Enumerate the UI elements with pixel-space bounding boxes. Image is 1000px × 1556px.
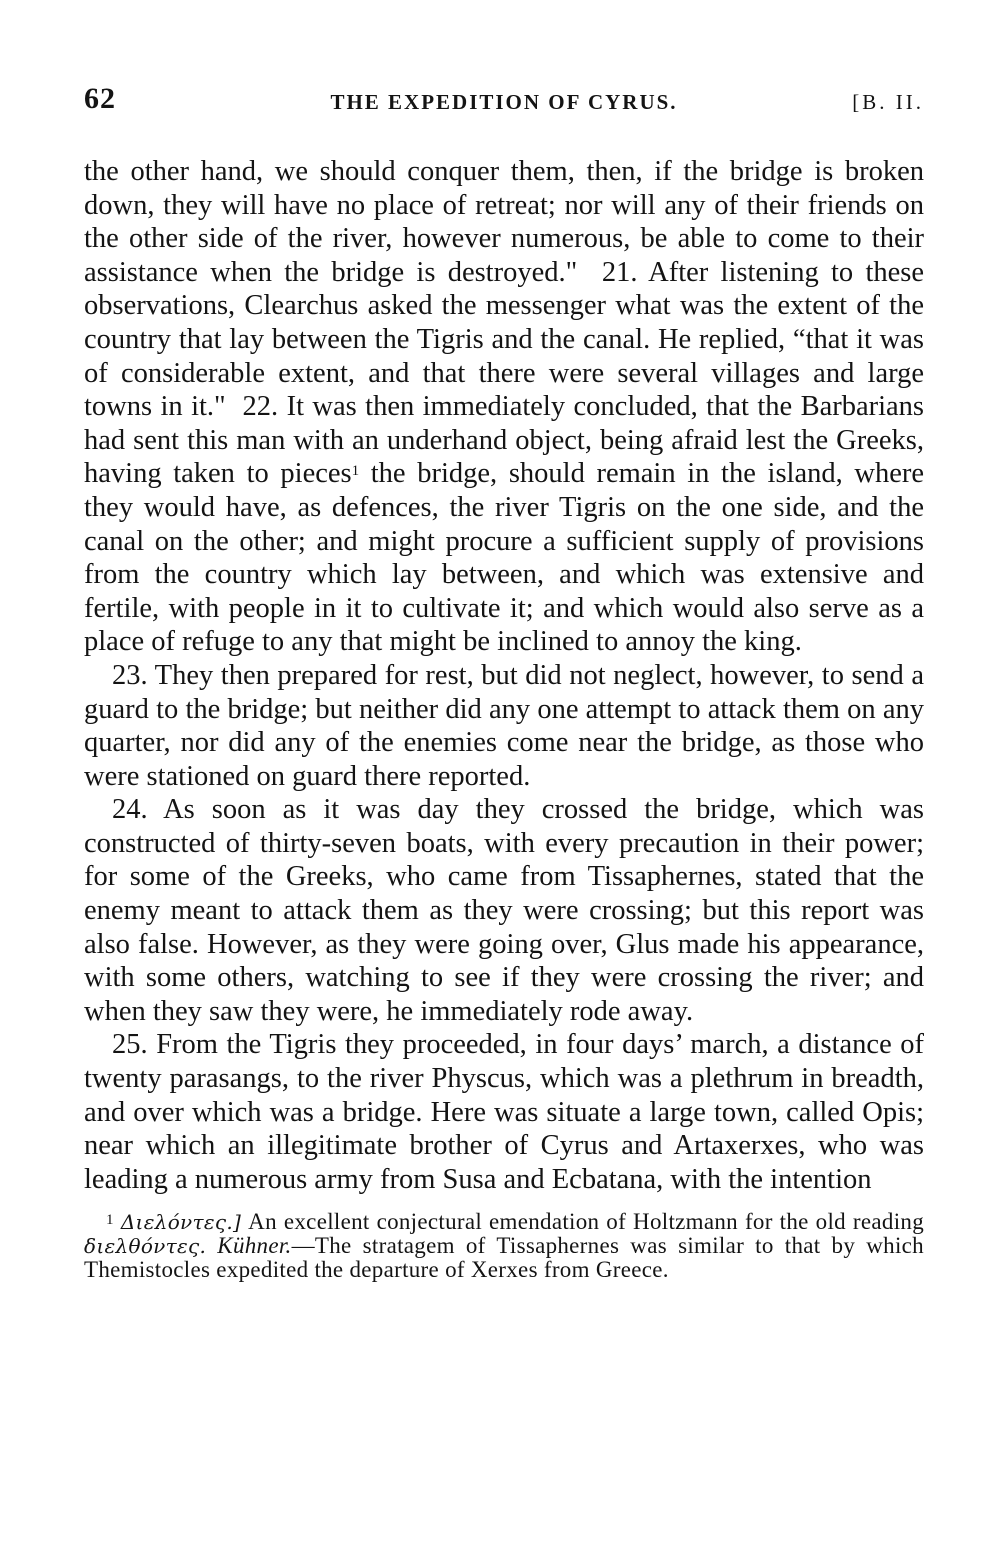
section-number: 23.	[112, 659, 148, 691]
section-number: 22.	[242, 391, 279, 423]
section-number: 24.	[112, 794, 148, 826]
text-run: It was then immediately concluded, that the Barbarians had sent this man with an underhand object, being afraid lest the Greeks, having taken to pieces	[84, 391, 925, 490]
paragraph-section-23	[84, 659, 924, 793]
book-reference: [B. II.	[852, 90, 924, 114]
text-run: As soon as it was day they crossed the bridge, which was constructed of thirty-seven boats, with every precaution in their power; for some of the Greeks, who came from Tissaphernes, stated that the enemy meant to attack them as they were crossing; but this report was also false. However, as they were going over, Glus made his appearance, with some others, watching to see if they were crossing the river; and when they saw they were, he immediately rode away.	[84, 794, 924, 1027]
footnote-text: —The stratagem of Tissaphernes was similar to that by which Themistocles expedited the departure of Xerxes from Greece.	[84, 1233, 924, 1283]
body-text	[84, 155, 924, 1196]
text-run: the bridge, should remain in the island, where they would have, as defences, the river Tigris on the one side, and the canal on the other; and might procure a sufficient supply of provisions from the country which lay between, and which was extensive and fertile, with people in it to cultivate it; and which would also serve as a place of refuge to any that might be inclined to annoy the king.	[84, 458, 924, 658]
footnote-text: An excellent conjectural emendation of Holtzmann for the old reading	[248, 1209, 924, 1235]
running-title: THE EXPEDITION OF CYRUS.	[330, 90, 678, 114]
footnote-greek-lemma: Διελόντες.]	[120, 1210, 242, 1235]
paragraph-section-25	[84, 1028, 924, 1196]
paragraph-continuation	[84, 155, 924, 659]
text-run: the other hand, we should conquer them, then, if the bridge is broken down, they will have no place of retreat; nor will any of their friends on the other side of the river, however numerous, be able to come to their assistance when the bridge is destroyed."	[84, 156, 924, 288]
footnote-greek-reading: διελθόντες.	[84, 1234, 207, 1259]
paragraph-section-24	[84, 793, 924, 1028]
footnote-citation: Kühner.	[217, 1233, 292, 1259]
book-page	[84, 82, 924, 1282]
footnote	[84, 1210, 924, 1282]
page-number: 62	[84, 82, 116, 115]
footnote-mark: 1	[106, 1212, 114, 1229]
page-header	[84, 82, 924, 122]
text-run: After listening to these observations, Clearchus asked the messenger what was the extent of the country that lay between the Tigris and the canal. He replied, “that it was of considerable extent, and that there were several villages and large towns in it."	[84, 256, 925, 423]
section-number: 21.	[601, 256, 638, 288]
footnote-reference: 1	[351, 463, 360, 480]
text-run: They then prepared for rest, but did not neglect, however, to send a guard to the bridge; but neither did any one attempt to attack them on any quarter, nor did any of the enemies come near the bridge, as those who were stationed on guard there reported.	[84, 659, 924, 792]
section-number: 25.	[112, 1029, 148, 1061]
text-run: From the Tigris they proceeded, in four days’ march, a distance of twenty parasangs, to the river Physcus, which was a plethrum in breadth, and over which was a bridge. Here was situate a large town, called Opis; near which an illegitimate brother of Cyrus and Artaxerxes, who was leading a numerous army from Susa and Ecbatana, with the intention	[84, 1029, 925, 1195]
